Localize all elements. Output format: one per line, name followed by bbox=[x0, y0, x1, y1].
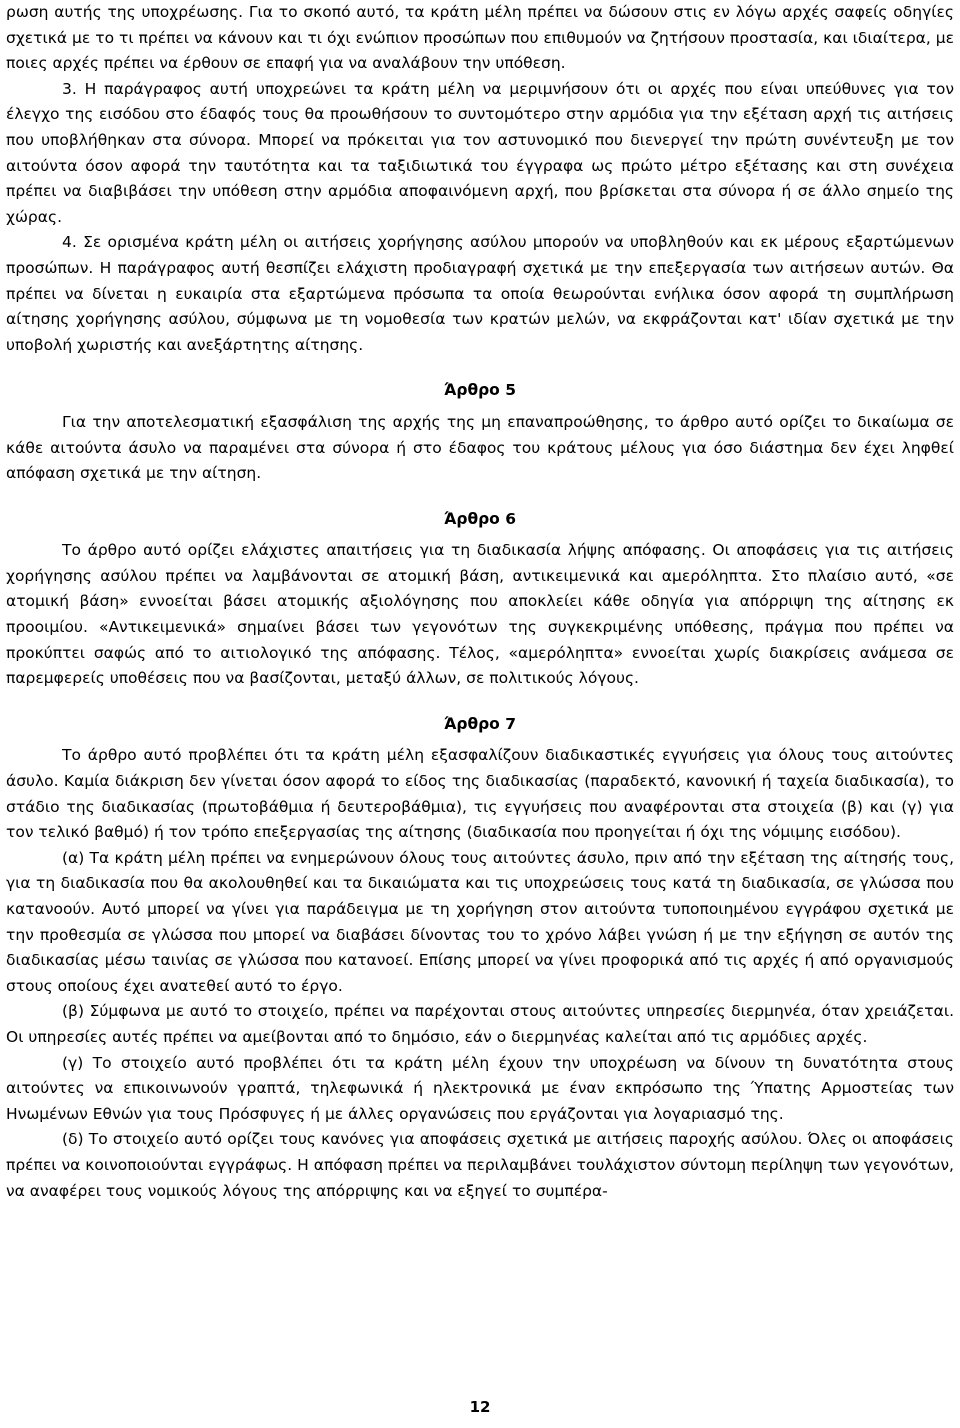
article-7-item-b: (β) Σύμφωνα με αυτό το στοιχείο, πρέπει να παρέχονται στους αιτούντες υπηρεσίες διερμηνέα, όταν χρειάζεται. Οι υπηρεσίες αυτές πρέπει να αμείβονται από το δημόσιο, εάν ο διερμηνέας καλείται από τις αρμόδιες αρχές. bbox=[6, 1002, 954, 1046]
article-7-heading: Άρθρο 7 bbox=[443, 714, 517, 733]
paragraph-3: 3. Η παράγραφος αυτή υποχρεώνει τα κράτη μέλη να μεριμνήσουν ότι οι αρχές που είναι υπεύθυνες για τον έλεγχο της εισόδου στο έδαφός τους θα προωθήσουν το συντομότερο στην αρμόδια για την εξέταση αρχή τις αιτήσεις που υποβλήθηκαν στα σύνορα. Μπορεί να πρόκειται για τον αστυνομικό που διενεργεί την πρώτη συνέντευξη με τον αιτούντα όσον αφορά την ταυτότητα και τα ταξιδιωτικά του έγγραφα ως πρώτο μέτρο εξέτασης και στη συνέχεια πρέπει να διαβιβάσει την υπόθεση στην αρμόδια αποφαινόμενη αρχή, που βρίσκεται στα σύνορα ή σε άλλο σημείο της χώρας. bbox=[6, 79, 954, 226]
article-6-text: Το άρθρο αυτό ορίζει ελάχιστες απαιτήσεις για τη διαδικασία λήψης απόφασης. Οι αποφάσεις για τις αιτήσεις χορήγησης ασύλου πρέπει να λαμβάνονται σε ατομική βάση, αντικειμενικά και αμερόληπτα. Στο πλαίσιο αυτό, «σε ατομική βάση» εννοείται βάσει ατομικής αξιολόγησης που αποκλείει κάθε οδηγία για απόρριψη της αίτησης εκ προοιμίου. «Αντικειμενικά» σημαίνει βάσει των γεγονότων της συγκεκριμένης υπόθεσης, πράγμα που πρέπει να προκύπτει σαφώς από το αιτιολογικό της απόφασης. Τέλος, «αμερόληπτα» εννοείται χωρίς διακρίσεις ανάμεσα σε παρεμφερείς υποθέσεις που να βασίζονται, μεταξύ άλλων, σε πολιτικούς λόγους. bbox=[6, 541, 954, 688]
article-7-text: Το άρθρο αυτό προβλέπει ότι τα κράτη μέλη εξασφαλίζουν διαδικαστικές εγγυήσεις για όλους τους αιτούντες άσυλο. Καμία διάκριση δεν γίνεται όσον αφορά το είδος της διαδικασίας (παραδεκτό, κανονική ή ταχεία διαδικασία), το στάδιο της διαδικασίας (πρωτοβάθμια ή δευτεροβάθμια), τις εγγυήσεις που αναφέρονται στα στοιχεία (β) και (γ) για τον τελικό βαθμό) ή τον τρόπο επεξεργασίας της αίτησης (διαδικασία που προηγείται ή όχι της νόμιμης εισόδου). bbox=[6, 746, 954, 842]
document-page bbox=[6, 0, 954, 1204]
article-6-heading: Άρθρο 6 bbox=[443, 509, 517, 528]
article-5-text: Για την αποτελεσματική εξασφάλιση της αρχής της μη επαναπροώθησης, το άρθρο αυτό ορίζει το δικαίωμα σε κάθε αιτούντα άσυλο να παραμένει στα σύνορα ή στο έδαφος του κράτους μέλους για όσο διάστημα δεν έχει ληφθεί απόφαση σχετικά με την αίτηση. bbox=[6, 412, 954, 483]
paragraph-4: 4. Σε ορισμένα κράτη μέλη οι αιτήσεις χορήγησης ασύλου μπορούν να υποβληθούν και εκ μέρους εξαρτώμενων προσώπων. Η παράγραφος αυτή θεσπίζει ελάχιστη προδιαγραφή σχετικά με την επεξεργασία των αιτήσεων αυτών. Θα πρέπει να δίνεται η ευκαιρία στα εξαρτώμενα πρόσωπα τα οποία θεωρούνται ενήλικα όσον αφορά τη συμπλήρωση αίτησης χορήγησης ασύλου, σύμφωνα με τη νομοθεσία των κρατών μελών, να εκφράζονται κατ' ιδίαν σχετικά με την υποβολή χωριστής και ανεξάρτητης αίτησης. bbox=[6, 233, 954, 354]
article-7-item-d: (δ) Το στοιχείο αυτό ορίζει τους κανόνες για αποφάσεις σχετικά με αιτήσεις παροχής ασύλου. Όλες οι αποφάσεις πρέπει να κοινοποιούνται εγγράφως. Η απόφαση πρέπει να περιλαμβάνει τουλάχιστον σύντομη περίληψη των γεγονότων, να αναφέρει τους νομικούς λόγους της απόρριψης και να εξηγεί το συμπέρα- bbox=[6, 1130, 954, 1200]
article-7-item-c: (γ) Το στοιχείο αυτό προβλέπει ότι τα κράτη μέλη έχουν την υποχρέωση να δίνουν τη δυνατότητα στους αιτούντες να επικοινωνούν γραπτά, τηλεφωνικά ή ηλεκτρονικά με έναν εκπρόσωπο της Ύπατης Αρμοστείας των Ηνωμένων Εθνών για τους Πρόσφυγες ή με άλλες οργανώσεις που εργάζονται για λογαριασμό της. bbox=[6, 1053, 954, 1123]
page-number: 12 bbox=[469, 1398, 491, 1416]
intro-paragraph: ρωση αυτής της υποχρέωσης. Για το σκοπό αυτό, τα κράτη μέλη πρέπει να δώσουν στις εν λόγω αρχές σαφείς οδηγίες σχετικά με το τι πρέπει να κάνουν και τι όχι ενώπιον προσώπων που επιθυμούν να ζητήσουν προστασία, και ιδιαίτερα, με ποιες αρχές πρέπει να έρθουν σε επαφή για να αναλάβουν την υπόθεση. bbox=[6, 3, 954, 73]
article-7-item-a: (α) Τα κράτη μέλη πρέπει να ενημερώνουν όλους τους αιτούντες άσυλο, πριν από την εξέταση της αίτησής τους, για τη διαδικασία που θα ακολουθηθεί και τα δικαιώματα και τις υποχρεώσεις τους κατά τη διαδικασία, σε γλώσσα που κατανοούν. Αυτό μπορεί να γίνει για παράδειγμα με τη χορήγηση στον αιτούντα τυποποιημένου εγγράφου σχετικά με την προθεσμία σε γλώσσα που μπορεί να διαβάσει δίνοντας του το χρόνο λάβει γνώση ή με την εξήγηση σε αυτόν της διαδικασίας μέσω ταινίας σε γλώσσα που κατανοεί. Επίσης μπορεί να γίνει προφορικά από τις αρχές ή από οργανισμούς στους οποίους έχει ανατεθεί αυτό το έργο. bbox=[6, 848, 954, 995]
article-5-heading: Άρθρο 5 bbox=[443, 381, 517, 400]
